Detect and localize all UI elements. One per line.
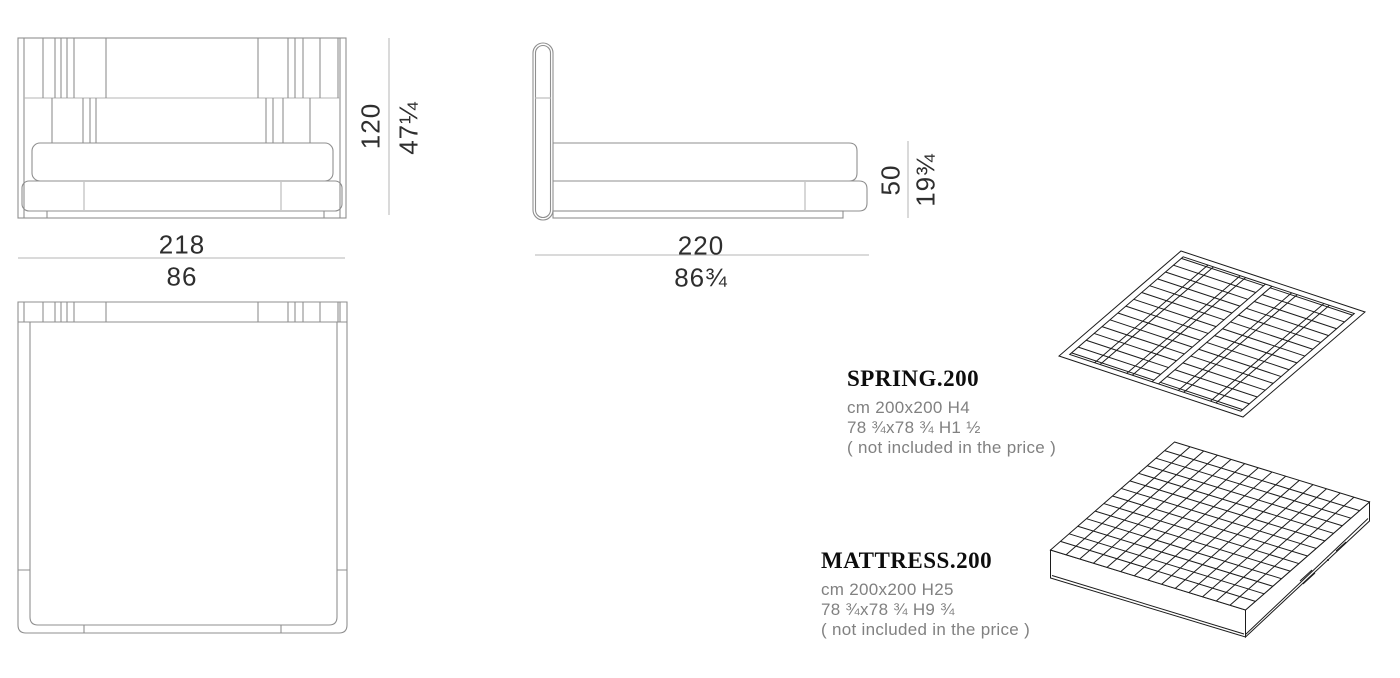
front-base [22,181,342,211]
front-height-cm-label: 120 [355,102,386,150]
front-view-drawing [18,38,346,218]
top-headboard-strip-slats [43,302,338,322]
front-headboard-band2-slats [52,98,310,143]
top-view-drawing [18,302,347,633]
dimension-lines [18,38,908,258]
spring-note: ( not included in the price ) [847,438,1057,457]
front-base-dividers [84,182,281,210]
side-depth-cm-label: 220 [677,230,725,261]
front-side-panels [24,38,340,218]
side-plinth [553,211,843,218]
spring-size-metric: cm 200x200 H4 [847,398,970,417]
side-base-height-cm-label: 50 [875,164,906,196]
top-mattress-area [30,322,337,625]
mattress-product-block [821,548,1030,640]
spring-product-block [847,366,1056,458]
mattress-size-imperial: 78 ¾x78 ¾ H9 ¾ [821,600,955,619]
spring-size-imperial: 78 ¾x78 ¾ H1 ½ [847,418,981,437]
front-plinth-ticks [47,211,324,218]
spring-product-name: SPRING.200 [847,366,980,391]
front-width-cm-label: 218 [158,229,206,260]
side-depth-in-label: 86¾ [674,262,728,293]
top-headboard-strip-sides [24,302,340,322]
top-outer-frame [18,302,347,633]
front-mattress [32,143,333,181]
side-base [553,181,867,211]
mattress-side-button [1327,559,1329,561]
mattress-note: ( not included in the price ) [821,620,1031,639]
spring-frame-outer [1059,251,1365,417]
side-base-height-in-label: 19¾ [910,153,941,207]
side-headboard-inner [536,46,551,218]
mattress-size-metric: cm 200x200 H25 [821,580,954,599]
side-mattress [553,143,857,181]
front-headboard-band1-slats [43,38,338,98]
spring-illustration [1059,251,1365,417]
front-width-in-label: 86 [166,261,198,292]
mattress-product-name: MATTRESS.200 [821,548,993,573]
side-view-drawing [533,43,867,220]
mattress-illustration [1051,442,1370,637]
front-height-in-label: 47¼ [393,101,424,155]
top-bottom-ticks [84,625,281,633]
